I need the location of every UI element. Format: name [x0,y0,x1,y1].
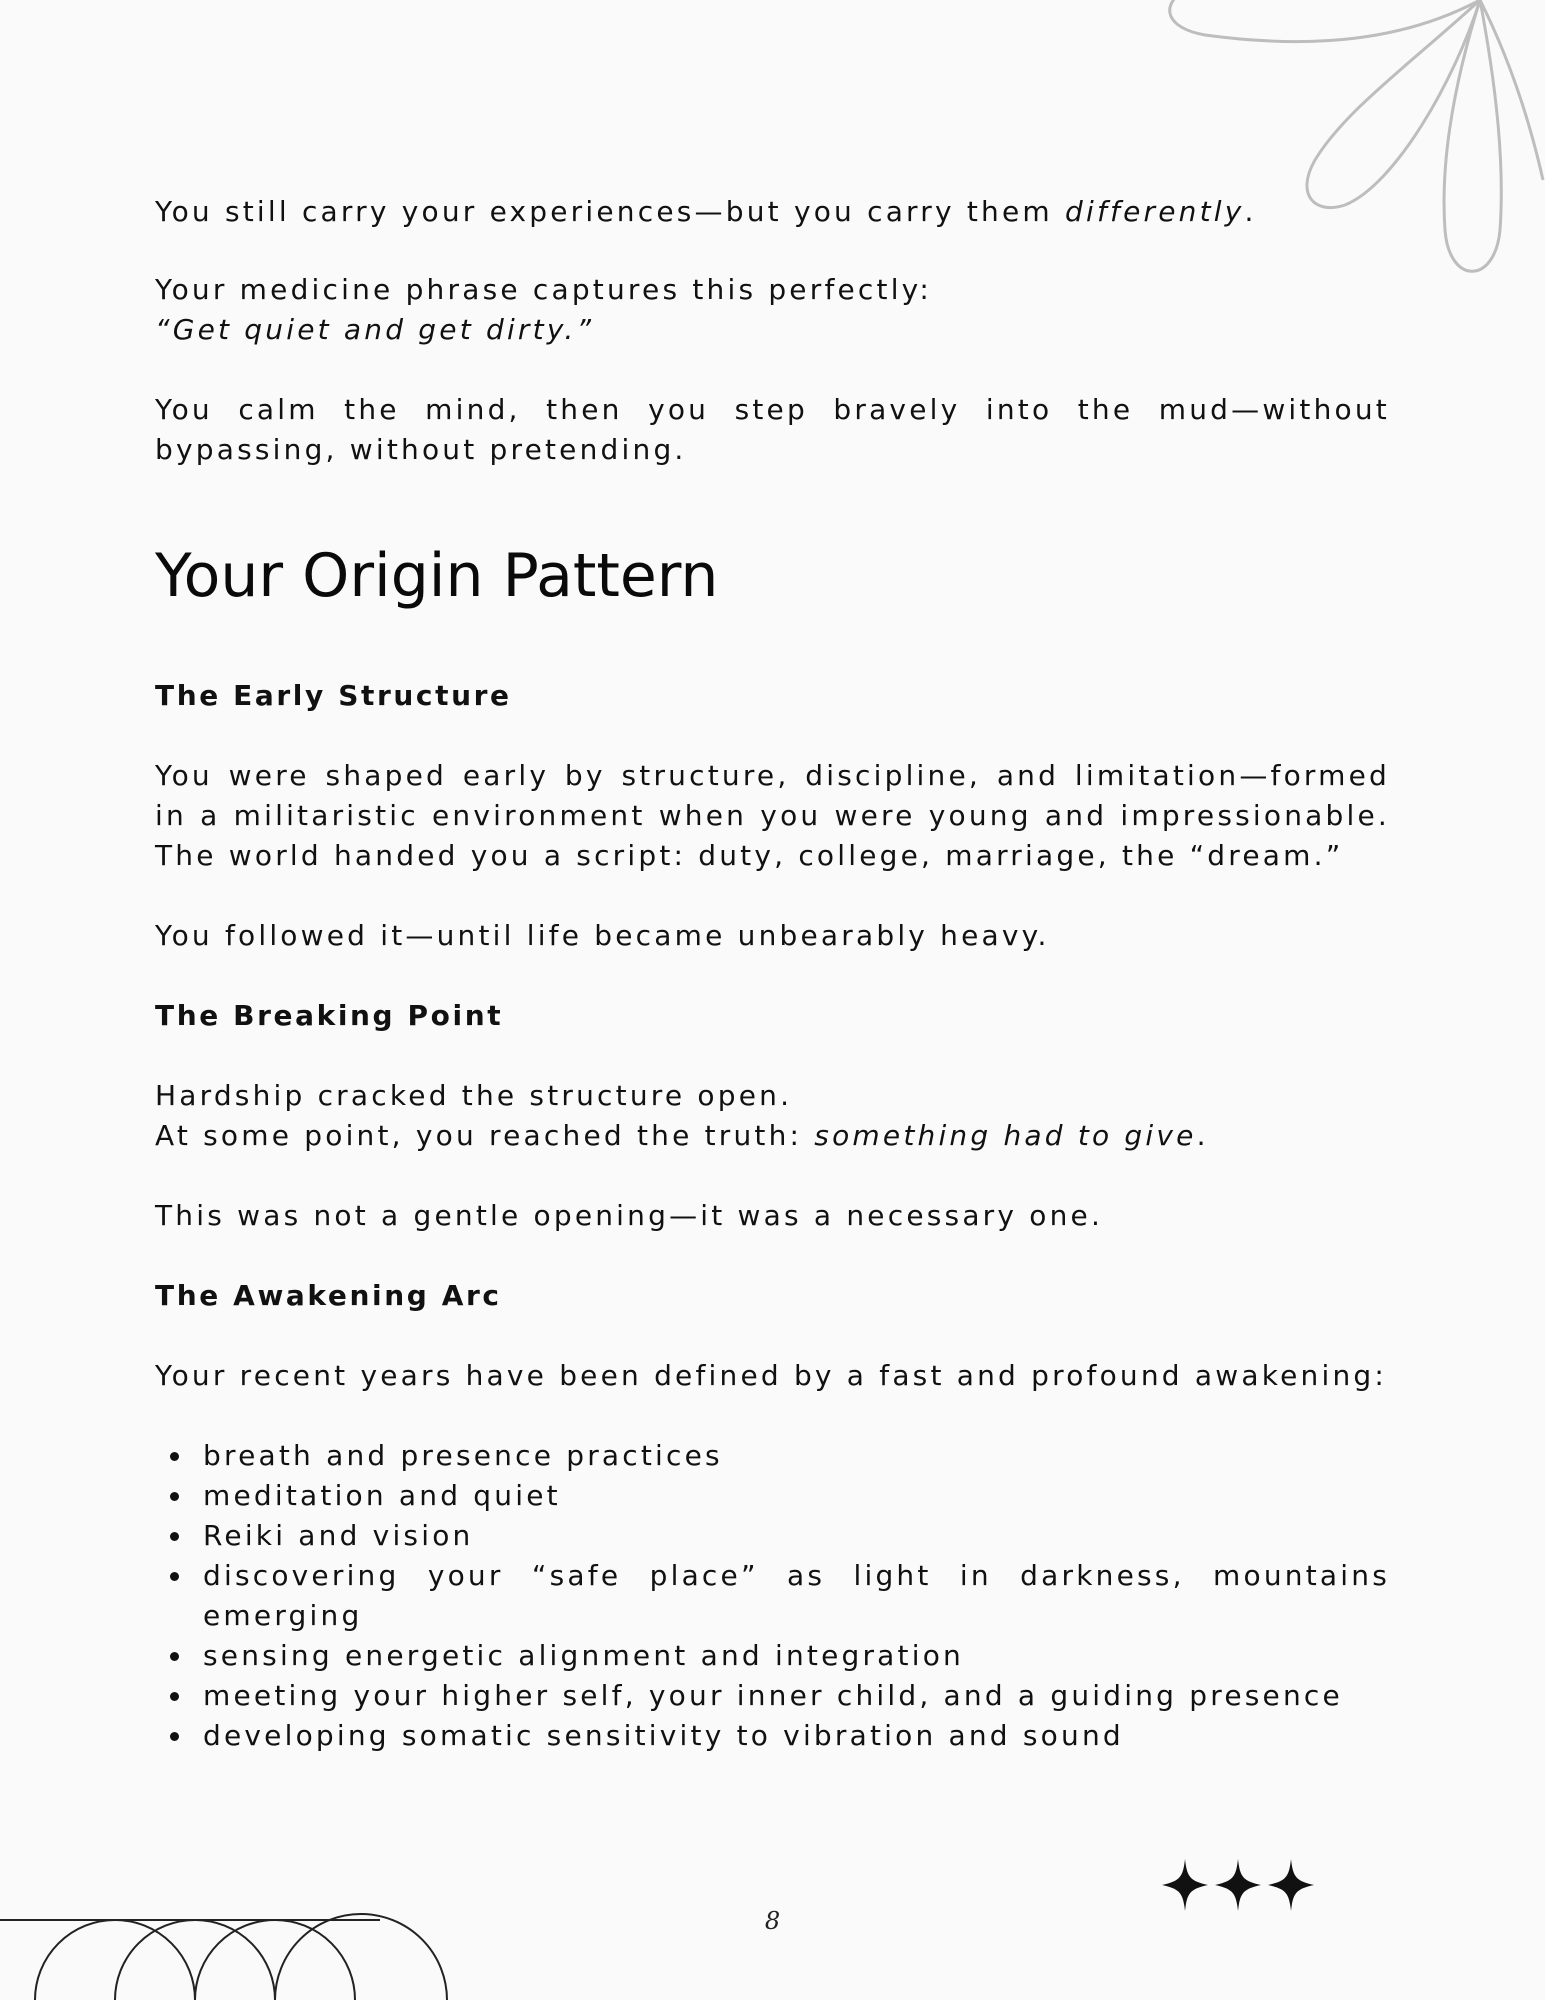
gentle-opening-paragraph: This was not a gentle opening—it was a necessary one. [155,1199,1104,1232]
list-item: Reiki and vision [203,1516,1390,1556]
section-title: Your Origin Pattern [155,541,719,611]
awakening-arc-heading: The Awakening Arc [155,1279,502,1312]
awakening-list [155,1436,1390,1756]
early-structure-heading: The Early Structure [155,679,512,712]
breaking-point-line-2: At some point, you reached the truth: something had to give. [155,1119,1209,1152]
bullet-icon [170,1532,179,1541]
awakening-intro: Your recent years have been defined by a fast and profound awakening: [155,1359,1388,1392]
list-item: discovering your “safe place” as light in darkness, mountains emerging [203,1556,1390,1636]
followed-paragraph: You followed it—until life became unbearably heavy. [155,919,1050,952]
bullet-icon [170,1692,179,1701]
page-number: 8 [764,1907,781,1935]
medicine-intro: Your medicine phrase captures this perfectly: [155,273,933,306]
medicine-quote: “Get quiet and get dirty.” [155,313,595,346]
list-item: meeting your higher self, your inner child, and a guiding presence [203,1676,1390,1716]
list-item: meditation and quiet [203,1476,1390,1516]
early-structure-body: You were shaped early by structure, discipline, and limitation—formed in a militaristic environment when you were young and impressionable. The world handed you a script: duty, college, marriage, the “dream.” [155,759,1390,872]
breaking-point-heading: The Breaking Point [155,999,504,1032]
bullet-icon [170,1732,179,1741]
breaking-point-emphasis: something had to give [814,1119,1197,1152]
carry-paragraph: You still carry your experiences—but you carry them differently. [155,195,1257,228]
calm-mind-paragraph: You calm the mind, then you step bravely into the mud—without bypassing, without pretending. [155,393,1390,466]
main-content [155,192,1390,1756]
bullet-icon [170,1572,179,1581]
breaking-point-line-1: Hardship cracked the structure open. [155,1079,793,1112]
carry-emphasis: differently [1065,195,1245,228]
bullet-icon [170,1452,179,1461]
list-item: breath and presence practices [203,1436,1390,1476]
list-item: developing somatic sensitivity to vibration and sound [203,1716,1390,1756]
list-item: sensing energetic alignment and integration [203,1636,1390,1676]
bullet-icon [170,1652,179,1661]
bullet-icon [170,1492,179,1501]
